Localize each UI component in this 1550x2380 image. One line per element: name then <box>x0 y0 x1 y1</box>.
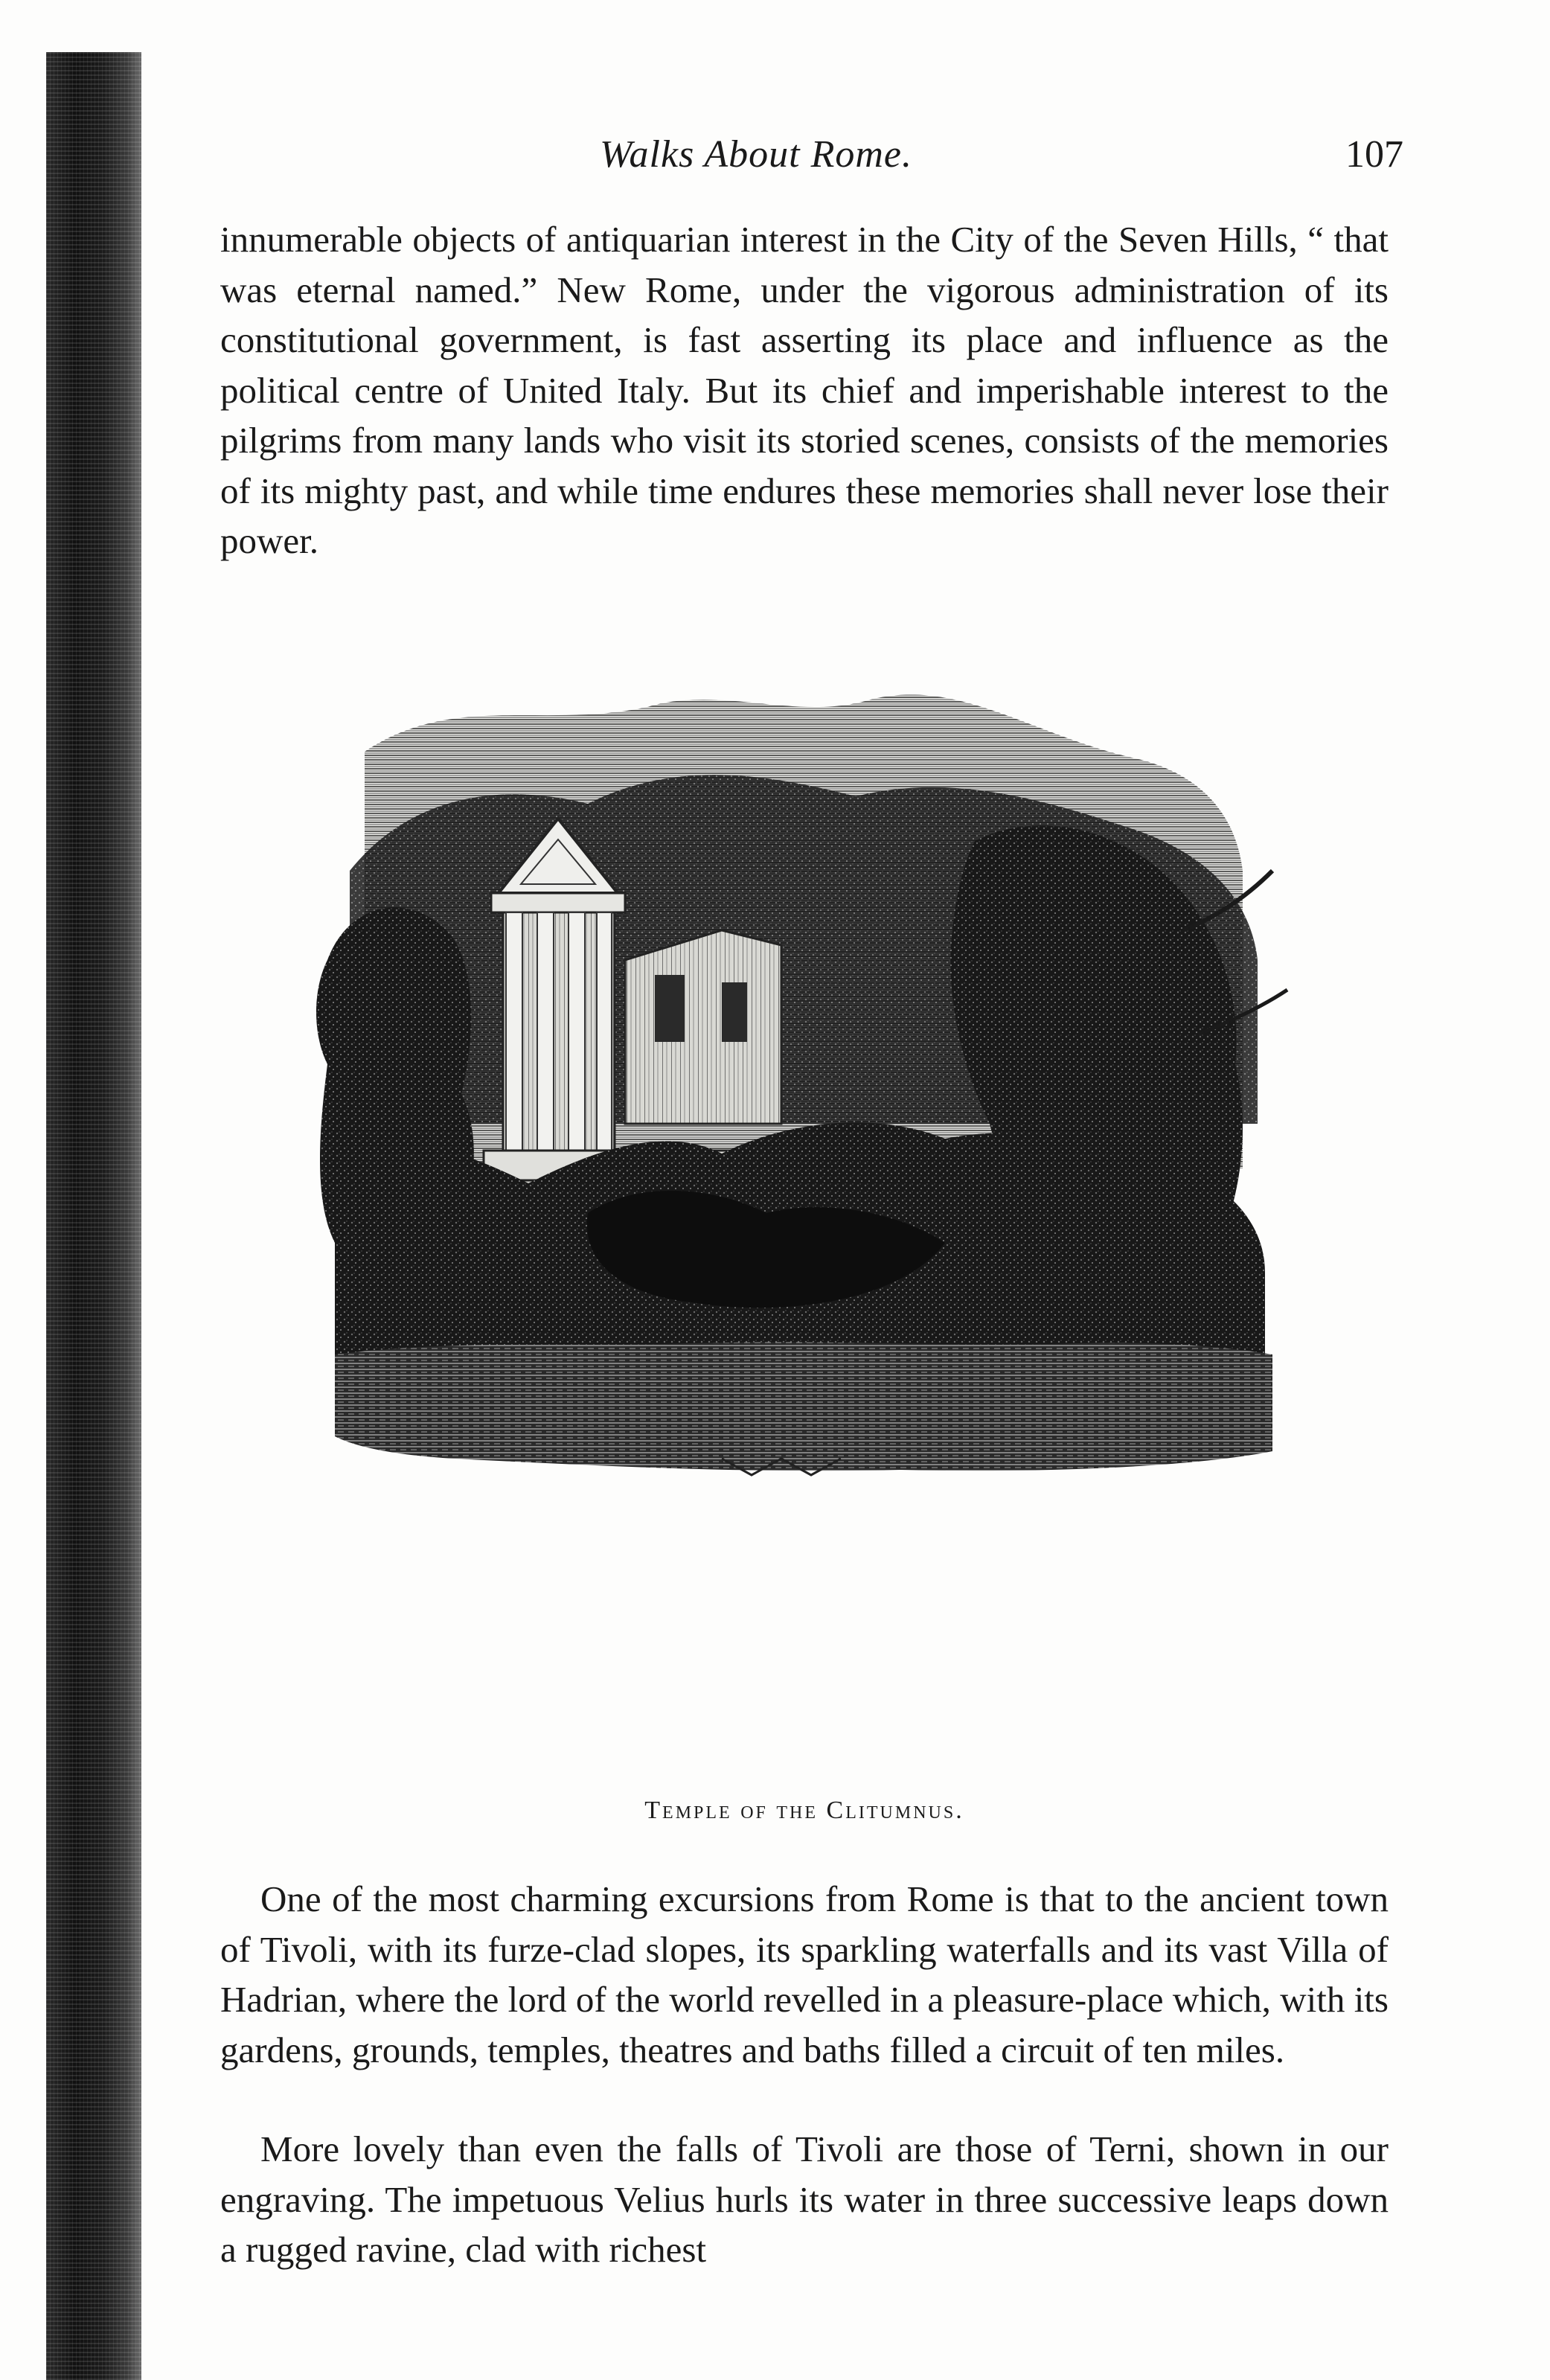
temple-engraving-illustration <box>305 647 1302 1488</box>
paragraph-1: innumerable objects of antiquarian interest in the City of the Seven Hills, “ that was eternal named.” New Rome, under the vigorous administration of its constitutional government, is fast asserting its place and influence as the political centre of United Italy. But its chief and imperishable interest to the pilgrims from many lands who visit its storied scenes, consists of the memories of its mighty past, and while time endures these memories shall never lose their power. <box>220 219 1389 561</box>
paragraph-2: One of the most charming excursions from Rome is that to the ancient town of Tivoli, with its furze-clad slopes, its sparkling waterfalls and its vast Villa of Hadrian, where the lord of the world revelled in a pleasure-place which, with its gardens, grounds, temples, theatres and baths filled a circuit of ten miles. <box>220 1878 1389 2070</box>
paragraph-3: More lovely than even the falls of Tivoli are those of Terni, shown in our engraving. The impetuous Velius hurls its water in three successive leaps down a rugged ravine, clad with richest <box>220 2128 1389 2270</box>
page-number: 107 <box>1345 133 1403 176</box>
binding-edge <box>46 52 141 2380</box>
running-title: Walks About Rome. <box>600 133 912 176</box>
engraving-ruins <box>625 930 781 1124</box>
page-header <box>220 132 1403 185</box>
figure-caption: Temple of the Clitumnus. <box>644 1797 964 1824</box>
engraving-water <box>335 1343 1272 1471</box>
